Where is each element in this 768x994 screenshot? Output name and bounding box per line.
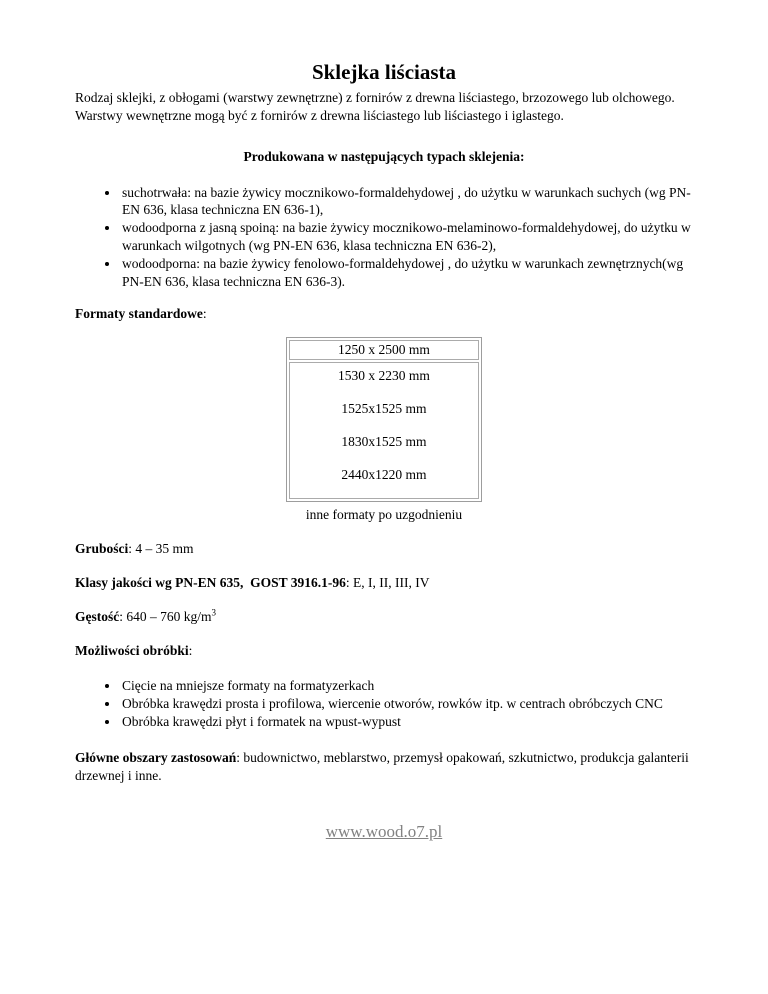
formats-colon: :: [202, 305, 207, 321]
page-title: Sklejka liściasta: [311, 60, 457, 84]
table-row: [289, 362, 479, 499]
format-value: 2440x1220 mm: [341, 466, 427, 482]
spec-density: [75, 608, 693, 626]
spec-quality-value: : E, I, II, III, IV: [345, 575, 430, 590]
footer-link-container: [75, 821, 693, 843]
formats-label-line: [75, 305, 693, 323]
list-item: • suchotrwała: na bazie żywicy mocznikowo-formaldehydowej , do użytku w warunkach suchych (wg PN-EN 636, klasa techniczna EN 636-1),: [120, 184, 693, 220]
formats-note: inne formaty po uzgodnieniu: [305, 507, 463, 523]
table-row: [289, 340, 479, 360]
list-item: • Cięcie na mniejsze formaty na formatyzerkach: [120, 677, 693, 695]
list-item: • Obróbka krawędzi płyt i formatek na wpust-wypust: [120, 713, 693, 731]
spec-processing-heading: [75, 642, 693, 660]
format-value: 1530 x 2230 mm: [338, 368, 430, 384]
formats-table: [286, 337, 482, 502]
types-heading: Produkowana w następujących typach sklejenia:: [243, 148, 525, 164]
spec-density-value: : 640 – 760 kg/m: [119, 608, 212, 624]
spec-thickness: [75, 540, 693, 558]
intro-paragraph: Rodzaj sklejki, z obłogami (warstwy zewnętrzne) z fornirów z drewna liściastego, brzozowego lub olchowego. Warstwy wewnętrzne mogą być z fornirów z drewna liściastego lub liściastego i iglastego.: [75, 90, 675, 123]
formats-label: Formaty standardowe: [75, 305, 203, 321]
processing-list: [75, 677, 693, 730]
website-link[interactable]: www.wood.o7.pl: [325, 821, 443, 841]
format-value: 1250 x 2500 mm: [338, 342, 430, 358]
glue-types-list: [75, 184, 693, 291]
processing-label: Możliwości obróbki: [75, 642, 189, 658]
list-item: • wodoodporna z jasną spoiną: na bazie żywicy mocznikowo-melaminowo-formaldehydowej, do użytku w warunkach wilgotnych (wg PN-EN 636, klasa techniczna EN 636-2),: [120, 219, 693, 255]
spec-thickness-label: Grubości: [75, 541, 129, 557]
processing-colon: :: [188, 642, 193, 658]
spec-density-superscript: 3: [211, 607, 217, 618]
applications-label: Główne obszary zastosowań: [75, 749, 237, 765]
list-item: • Obróbka krawędzi prosta i profilowa, wiercenie otworów, rowków itp. w centrach obróbczych CNC: [120, 695, 693, 713]
applications-paragraph: [75, 749, 693, 785]
format-value: 1830x1525 mm: [341, 433, 427, 449]
spec-quality-label: Klasy jakości wg PN-EN 635, GOST 3916.1-96: [75, 575, 346, 590]
spec-density-label: Gęstość: [75, 608, 120, 624]
format-value: 1525x1525 mm: [341, 400, 427, 416]
spec-quality: [75, 574, 693, 592]
format-cell-others: [289, 362, 479, 499]
format-cell-primary: [289, 340, 479, 360]
applications-value: : budownictwo, meblarstwo, przemysł opakowań, szkutnictwo, produkcja galanterii drzewnej i inne.: [75, 749, 689, 783]
list-item: • wodoodporna: na bazie żywicy fenolowo-formaldehydowej , do użytku w warunkach zewnętrznych(wg PN-EN 636, klasa techniczna EN 636-3).: [120, 255, 693, 291]
spec-thickness-value: : 4 – 35 mm: [128, 541, 194, 557]
